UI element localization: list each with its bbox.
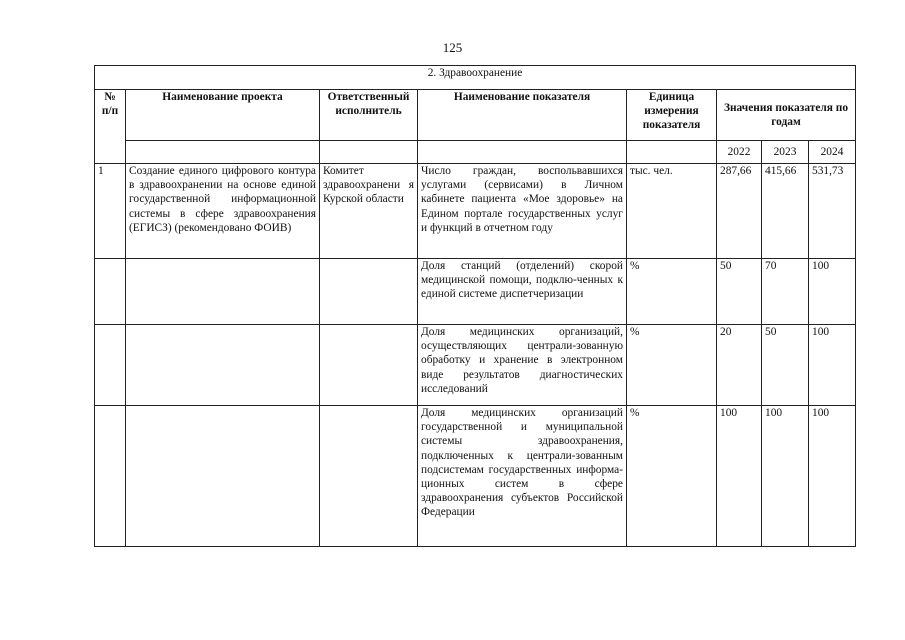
row-project — [126, 325, 320, 406]
row-executor — [320, 325, 418, 406]
row-num: 1 — [95, 164, 126, 259]
header-indicator: Наименование показателя — [418, 90, 627, 141]
row-num — [95, 406, 126, 547]
row-num — [95, 325, 126, 406]
section-title-row — [95, 66, 856, 90]
section-title: 2. Здравоохранение — [95, 66, 856, 90]
empty-cell — [126, 141, 320, 164]
header-row — [95, 90, 856, 141]
row-indicator: Число граждан, воспольвавшихся услугами (сервисами) в Личном кабинете пациента «Мое здоровье» на Едином портале государственных услуг и функций в отчетном году — [418, 164, 627, 259]
table-row — [95, 259, 856, 325]
row-value-2023: 50 — [762, 325, 809, 406]
page-number: 125 — [442, 40, 463, 55]
row-project — [126, 406, 320, 547]
row-project: Создание единого цифрового контура в здравоохранении на основе единой государственной информационной системы в сфере здравоохранения (ЕГИСЗ) (рекомендовано ФОИВ) — [126, 164, 320, 259]
row-indicator: Доля станций (отделений) скорой медицинской помощи, подклю-ченных к единой системе диспетчеризации — [418, 259, 627, 325]
row-unit: % — [627, 259, 717, 325]
empty-cell — [418, 141, 627, 164]
year-2022: 2022 — [717, 141, 762, 164]
row-indicator: Доля медицинских организаций государственной и муниципальной системы здравоохранения, подключенных к централи-зованным подсистемам государственных информа-ционных систем в сфере здравоохранения субъектов Российской Федерации — [418, 406, 627, 547]
table-row — [95, 164, 856, 259]
row-executor — [320, 406, 418, 547]
header-values: Значения показателя по годам — [717, 90, 856, 141]
row-num — [95, 259, 126, 325]
indicators-table — [94, 65, 856, 547]
row-executor: Комитет здравоохранени я Курской области — [320, 164, 418, 259]
row-value-2024: 531,73 — [809, 164, 856, 259]
row-project — [126, 259, 320, 325]
empty-cell — [627, 141, 717, 164]
empty-cell — [320, 141, 418, 164]
row-unit: % — [627, 406, 717, 547]
row-executor — [320, 259, 418, 325]
header-num: № п/п — [95, 90, 126, 164]
row-value-2024: 100 — [809, 406, 856, 547]
row-value-2023: 100 — [762, 406, 809, 547]
row-value-2022: 100 — [717, 406, 762, 547]
row-value-2023: 415,66 — [762, 164, 809, 259]
year-2024: 2024 — [809, 141, 856, 164]
header-unit: Единица измерения показателя — [627, 90, 717, 141]
row-value-2022: 20 — [717, 325, 762, 406]
header-executor: Ответственный исполнитель — [320, 90, 418, 141]
row-unit: % — [627, 325, 717, 406]
row-value-2024: 100 — [809, 259, 856, 325]
row-value-2024: 100 — [809, 325, 856, 406]
year-row — [95, 141, 856, 164]
row-value-2022: 287,66 — [717, 164, 762, 259]
header-project: Наименование проекта — [126, 90, 320, 141]
row-indicator: Доля медицинских организаций, осуществляющих централи-зованную обработку и хранение в электронном виде результатов диагностических исследований — [418, 325, 627, 406]
year-2023: 2023 — [762, 141, 809, 164]
table-row — [95, 406, 856, 547]
row-value-2023: 70 — [762, 259, 809, 325]
table-row — [95, 325, 856, 406]
row-unit: тыс. чел. — [627, 164, 717, 259]
row-value-2022: 50 — [717, 259, 762, 325]
